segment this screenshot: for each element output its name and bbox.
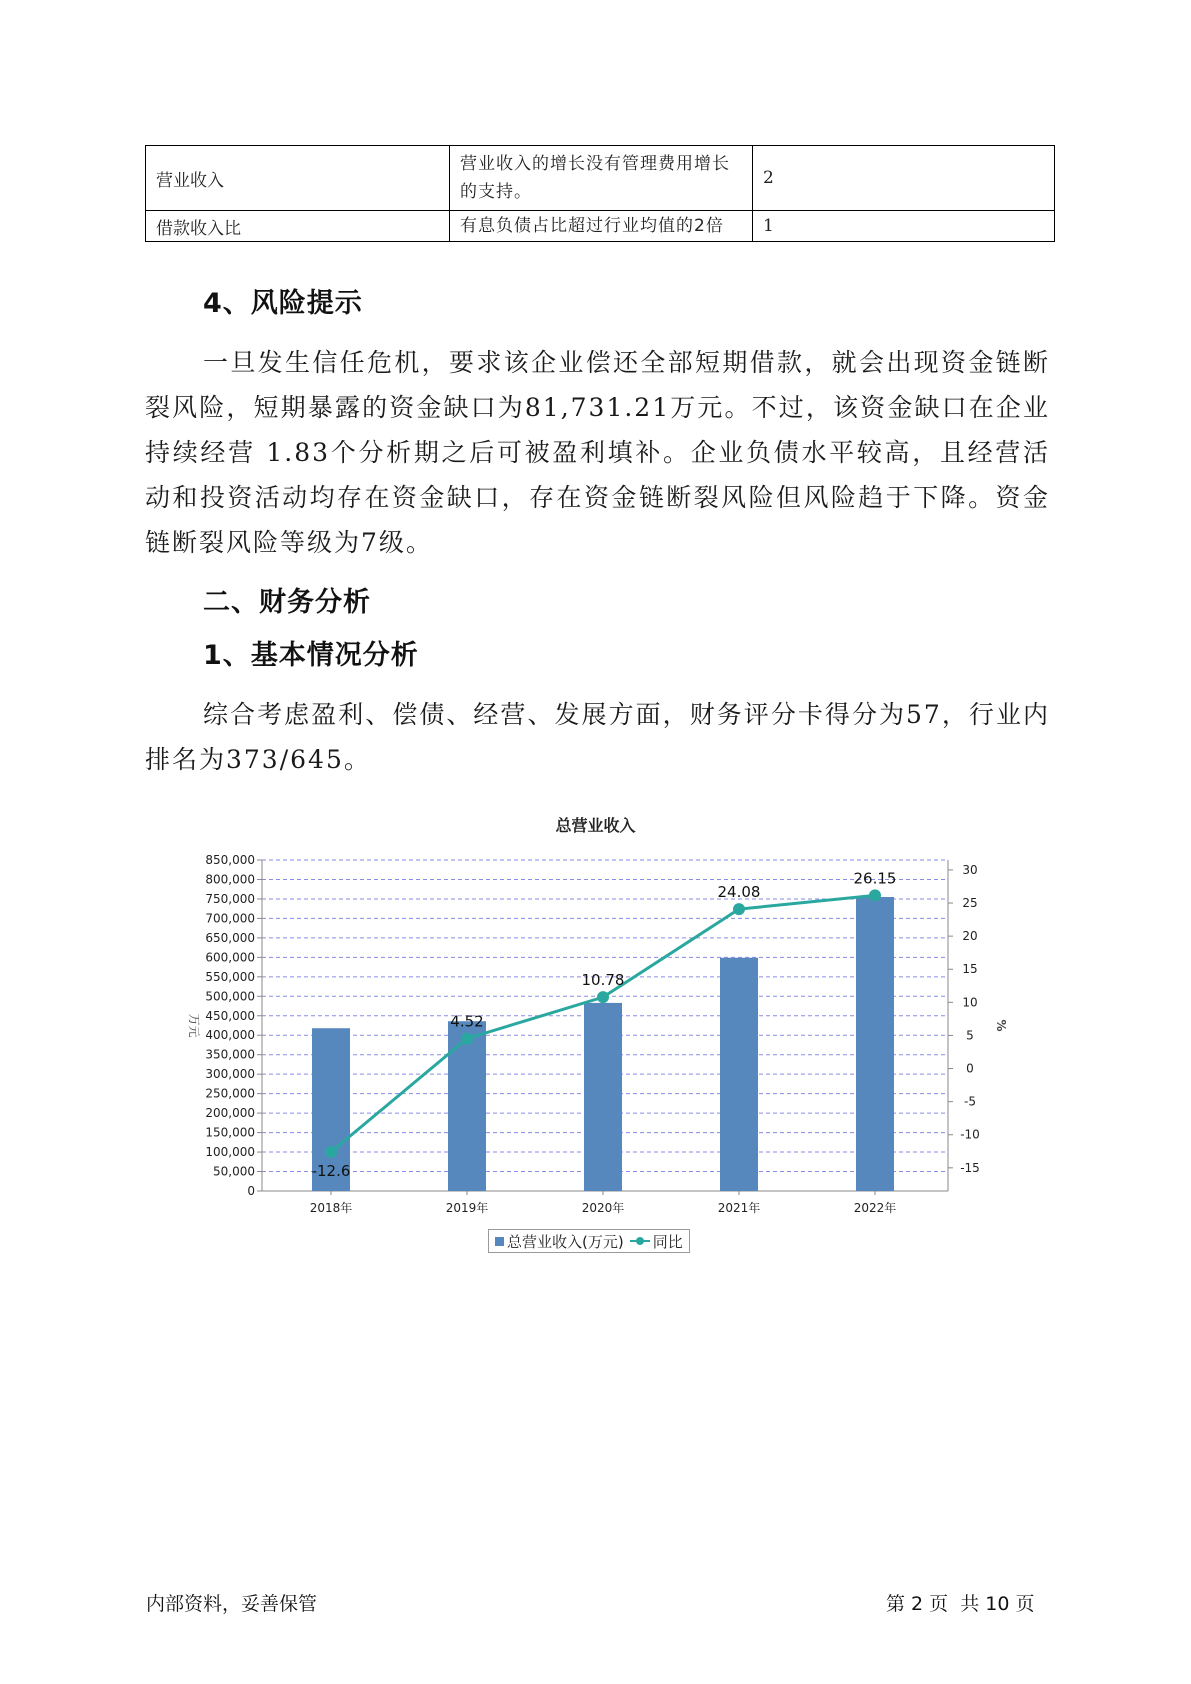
- chart-title: 总营业收入: [555, 816, 636, 835]
- yoy-data-label: -12.6: [311, 1161, 351, 1180]
- y2-tick-label: 0: [966, 1061, 974, 1076]
- y2-tick-label: 15: [962, 962, 978, 977]
- x-tick-label: 2022年: [853, 1201, 897, 1215]
- yoy-data-label: 26.15: [853, 869, 897, 888]
- risk-paragraph: 一旦发生信任危机，要求该企业偿还全部短期借款，就会出现资金链断裂风险，短期暴露的资金缺口为81,731.21万元。不过，该资金缺口在企业持续经营 1.83个分析期之后可被盈利填补。企业负债水平较高，且经营活动和投资活动均存在资金缺口，存在资金链断裂风险但风险趋于下降。资金链断裂风险等级为7级。: [145, 348, 1050, 557]
- y-tick-label: 500,000: [205, 989, 255, 1004]
- footer-confidential: 内部资料，妥善保管: [146, 1593, 318, 1615]
- yoy-point: [597, 991, 609, 1003]
- y-tick-label: 400,000: [205, 1028, 255, 1043]
- y2-tick-label: -15: [960, 1160, 980, 1175]
- yoy-point: [461, 1033, 473, 1045]
- basic-analysis-heading: 1、基本情况分析: [203, 640, 419, 671]
- bar: [584, 1003, 622, 1191]
- y-tick-label: 700,000: [205, 911, 255, 926]
- y-tick-label: 450,000: [205, 1008, 255, 1023]
- x-tick-label: 2021年: [717, 1201, 761, 1215]
- y2-tick-label: 25: [962, 896, 978, 911]
- legend-item-yoy: [630, 1231, 683, 1252]
- y-tick-label: 100,000: [205, 1145, 255, 1160]
- table-cell-indicator: 营业收入: [146, 146, 450, 211]
- yoy-data-label: 10.78: [581, 971, 625, 990]
- y-tick-label: 300,000: [205, 1067, 255, 1082]
- bar: [856, 897, 894, 1191]
- x-tick-label: 2020年: [581, 1201, 625, 1215]
- y-tick-label: 800,000: [205, 872, 255, 887]
- line-swatch-icon: [630, 1236, 650, 1246]
- table-cell-description: 营业收入的增长没有管理费用增长的支持。: [450, 146, 753, 211]
- table-cell-description: 有息负债占比超过行业均值的2倍: [450, 211, 753, 242]
- y-tick-label: 150,000: [205, 1125, 255, 1140]
- y2-tick-label: -5: [964, 1094, 976, 1109]
- legend-item-revenue: [495, 1231, 624, 1252]
- yoy-data-label: 4.52: [450, 1012, 484, 1031]
- table-cell-indicator: 借款收入比: [146, 211, 450, 242]
- y-tick-label: 250,000: [205, 1086, 255, 1101]
- y-tick-label: 600,000: [205, 950, 255, 965]
- y-tick-label: 750,000: [205, 891, 255, 906]
- bar: [448, 1021, 486, 1191]
- y-axis-label: 万元: [187, 1013, 201, 1038]
- y2-tick-label: 5: [966, 1028, 974, 1043]
- table-cell-level: 2: [753, 146, 1055, 211]
- score-paragraph: 综合考虑盈利、偿债、经营、发展方面，财务评分卡得分为57，行业内排名为373/645。: [145, 700, 1050, 774]
- yoy-point: [733, 903, 745, 915]
- y-tick-label: 350,000: [205, 1047, 255, 1062]
- legend-label-yoy: 同比: [652, 1232, 683, 1251]
- y2-tick-label: 30: [962, 862, 978, 877]
- y-tick-label: 650,000: [205, 930, 255, 945]
- x-tick-label: 2018年: [309, 1201, 353, 1215]
- table-cell-level: 1: [753, 211, 1055, 242]
- yoy-point: [325, 1146, 337, 1158]
- risk-heading: 4、风险提示: [203, 288, 363, 319]
- y2-tick-label: 20: [962, 929, 978, 944]
- x-tick-label: 2019年: [445, 1201, 489, 1215]
- yoy-data-label: 24.08: [717, 883, 761, 902]
- yoy-point: [869, 889, 881, 901]
- y-tick-label: 550,000: [205, 969, 255, 984]
- y2-tick-label: -10: [960, 1127, 980, 1142]
- y-tick-label: 0: [247, 1184, 255, 1198]
- finance-heading: 二、财务分析: [203, 587, 371, 618]
- y-tick-label: 50,000: [213, 1164, 255, 1179]
- bar-swatch-icon: [495, 1237, 504, 1246]
- legend-label-revenue: 总营业收入(万元): [507, 1232, 624, 1251]
- bar: [720, 958, 758, 1191]
- footer-page-number: 第 2 页 共 10 页: [886, 1593, 1035, 1615]
- y2-tick-label: 10: [962, 995, 978, 1010]
- y-tick-label: 200,000: [205, 1106, 255, 1121]
- y-tick-label: 850,000: [205, 853, 255, 867]
- y2-axis-label: %: [994, 1019, 1008, 1032]
- chart-legend: [488, 1229, 690, 1253]
